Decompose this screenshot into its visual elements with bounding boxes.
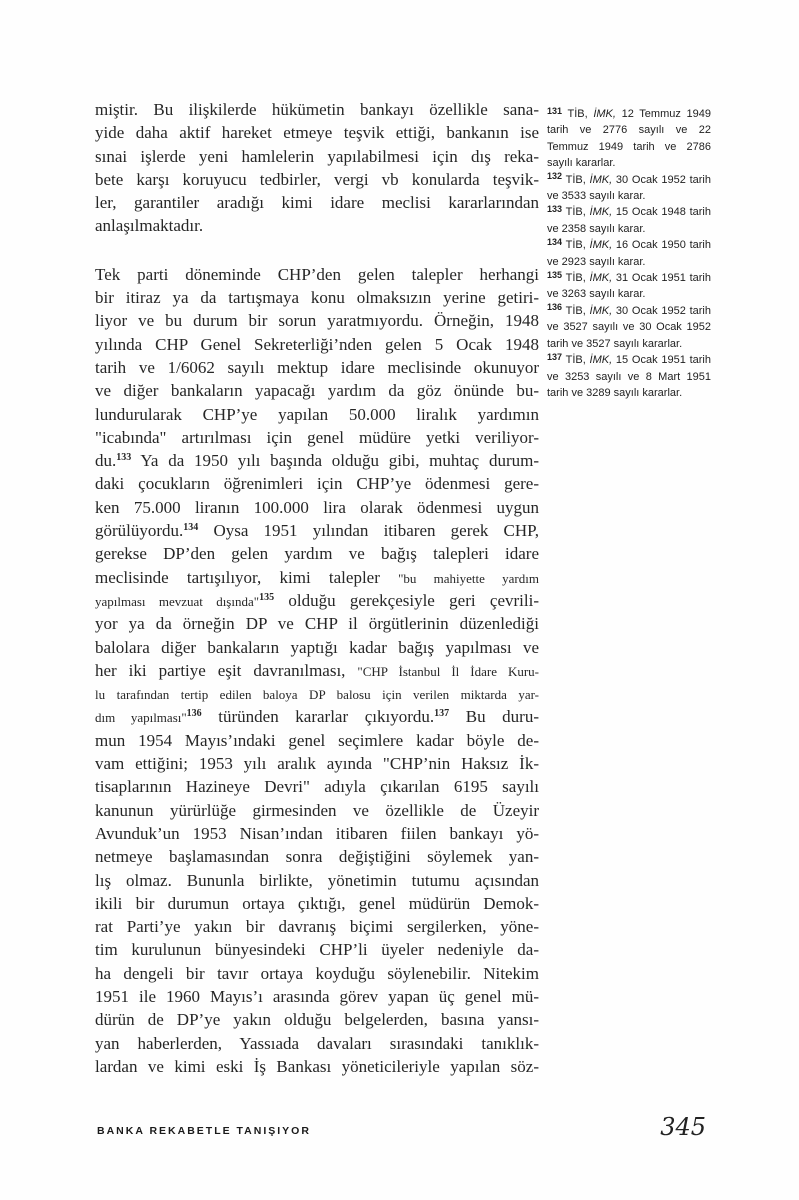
text-line xyxy=(95,449,539,472)
footnote xyxy=(547,303,711,352)
margin-notes xyxy=(547,106,711,401)
paragraph xyxy=(95,98,539,238)
footnote xyxy=(547,106,711,172)
body-segment: ha dengeli bir tavır ortaya koyduğu söylenebilir. Nitekim xyxy=(95,963,539,983)
body-segment: olduğu gerekçesiyle geri çevrili- xyxy=(274,590,539,610)
body-segment: Tek parti döneminde CHP’den gelen talepler herhangi xyxy=(95,264,539,284)
body-segment: balolara diğer bankaların yaptığı kadar bağış yapılması ve xyxy=(95,637,539,657)
footnote-reference: 137 xyxy=(434,708,450,720)
footnote-detail: 30 Ocak 1952 tarih ve 3533 sayılı karar. xyxy=(547,173,711,203)
inline-quote: lu tarafından tertip edilen baloya DP balosu için verilen miktarda yar- xyxy=(95,687,539,703)
footnote-source: TİB, xyxy=(562,239,590,252)
body-segment: sınai işlerde yeni hamlelerin yapılabilmesi için dış reka- xyxy=(95,146,539,166)
body-segment: vam ettiğini; 1953 yılı aralık ayında "CHP’nin Haksız İk- xyxy=(95,754,539,774)
paragraph xyxy=(95,263,539,1078)
body-segment: Oysa 1951 yılından itibaren gerek CHP, xyxy=(198,521,539,541)
text-line xyxy=(95,519,539,542)
footnote-source: TİB, xyxy=(562,272,590,285)
body-segment: Bu duru- xyxy=(449,707,539,727)
footnote-number: 132 xyxy=(547,171,563,182)
footnote xyxy=(547,204,711,237)
text-line xyxy=(95,775,539,798)
text-line xyxy=(95,145,539,168)
body-segment: lardan ve kimi eski İş Bankası yöneticileriyle yapılan söz- xyxy=(95,1056,539,1076)
text-line xyxy=(95,1032,539,1055)
footnote-detail: 30 Ocak 1952 tarih ve 3527 sayılı ve 30 Ocak 1952 tarih ve 3527 sayılı kararlar. xyxy=(547,304,711,350)
text-line xyxy=(95,729,539,752)
page-number: 345 xyxy=(660,1113,706,1141)
footnote-work-title: İMK, xyxy=(589,206,613,219)
text-line xyxy=(95,892,539,915)
body-segment: yılında CHP Genel Sekreterliği’nden gelen 5 Ocak 1948 xyxy=(95,334,539,354)
text-line xyxy=(95,309,539,332)
text-line xyxy=(95,1055,539,1078)
footnote-number: 134 xyxy=(547,236,563,247)
inline-quote: "bu mahiyette yardım xyxy=(398,570,539,586)
footnote xyxy=(547,352,711,401)
footnote-source: TİB, xyxy=(562,304,590,317)
text-line xyxy=(95,98,539,121)
body-segment: du. xyxy=(95,451,117,471)
body-segment: lundurularak CHP’ye yapılan 50.000 liralık yardımın xyxy=(95,404,539,424)
body-segment: rat Parti’ye yakın bir davranış biçimi sergilerken, yöne- xyxy=(95,917,539,937)
text-line xyxy=(95,286,539,309)
text-line xyxy=(95,799,539,822)
footnote-source: TİB, xyxy=(562,173,590,186)
footnote-detail: 31 Ocak 1951 tarih ve 3263 sayılı karar. xyxy=(547,272,711,301)
text-line xyxy=(95,356,539,379)
body-segment: ve diğer bankaların yapacağı yardım da göz önünde bu- xyxy=(95,381,539,401)
footnote-source: TİB, xyxy=(562,354,590,367)
footnote-detail: 16 Ocak 1950 tarih ve 2923 sayılı karar. xyxy=(547,239,711,268)
body-segment: bir itiraz ya da tartışmaya konu olmaksızın yerine getiri- xyxy=(95,288,539,308)
body-segment: Avunduk’un 1953 Nisan’ından itibaren fiilen bankayı yö- xyxy=(95,823,539,843)
footnote-number: 131 xyxy=(547,105,563,116)
body-segment: anlaşılmaktadır. xyxy=(95,216,204,236)
text-line xyxy=(95,822,539,845)
text-line xyxy=(95,472,539,495)
body-segment: her iki partiye eşit davranılması, xyxy=(95,660,358,680)
inline-quote: yapılması mevzuat dışında" xyxy=(95,593,260,609)
text-line xyxy=(95,589,539,612)
text-line xyxy=(95,869,539,892)
text-line xyxy=(95,682,539,705)
footnote-reference: 134 xyxy=(183,522,199,534)
footnote xyxy=(547,237,711,270)
text-line xyxy=(95,636,539,659)
inline-quote: dım yapılması" xyxy=(95,710,187,726)
footnote xyxy=(547,270,711,303)
body-segment: ikili bir durumun ortaya çıktığı, genel müdürün Demok- xyxy=(95,893,539,913)
body-segment: tarih ve 1/6062 sayılı mektup idare meclisinde okunuyor xyxy=(95,357,539,377)
text-line xyxy=(95,962,539,985)
text-line xyxy=(95,705,539,728)
text-line xyxy=(95,985,539,1008)
footnote-source: TİB, xyxy=(562,108,594,120)
footnote-work-title: İMK, xyxy=(589,354,613,367)
footnote-number: 133 xyxy=(547,203,563,214)
text-line xyxy=(95,403,539,426)
footnote-work-title: İMK, xyxy=(589,304,613,317)
text-line xyxy=(95,379,539,402)
body-segment: türünden kararlar çıkıyordu. xyxy=(201,707,435,727)
footnote-work-title: İMK, xyxy=(593,108,616,120)
text-line xyxy=(95,426,539,449)
footnote-work-title: İMK, xyxy=(589,239,613,252)
body-segment: lış olmaz. Bununla birlikte, yönetimin tutumu açısından xyxy=(95,870,539,890)
body-segment: netmeye başlamasından sonra değiştiğini söylemek yan- xyxy=(95,847,539,867)
body-segment: "icabında" artırılması için genel müdüre yetki veriliyor- xyxy=(95,427,539,447)
text-line xyxy=(95,1008,539,1031)
body-segment: yan haberlerden, Yassıada davaları sırasındaki tanıklık- xyxy=(95,1033,539,1053)
footnote-work-title: İMK, xyxy=(589,173,613,186)
text-line xyxy=(95,752,539,775)
body-segment: görülüyordu. xyxy=(95,521,184,541)
body-segment: gerekse DP’den gelen yardım ve bağış talepleri idare xyxy=(95,544,539,564)
text-line xyxy=(95,263,539,286)
text-line xyxy=(95,915,539,938)
text-line xyxy=(95,845,539,868)
footnote-number: 137 xyxy=(547,351,563,362)
body-segment: ler, garantiler aradığı kimi idare meclisi kararlarından xyxy=(95,193,539,213)
body-segment: dürün de DP’ye yakın olduğu belgelerden, basına yansı- xyxy=(95,1010,539,1030)
footnote xyxy=(547,172,711,205)
text-line xyxy=(95,191,539,214)
body-segment: meclisinde tartışılıyor, kimi talepler xyxy=(95,567,399,587)
footnote-detail: 12 Temmuz 1949 tarih ve 2776 sayılı ve 22 Temmuz 1949 tarih ve 2786 sayılı kararlar. xyxy=(547,108,711,170)
text-line xyxy=(95,542,539,565)
footnote-source: TİB, xyxy=(562,206,590,219)
text-line xyxy=(95,121,539,144)
body-segment: ken 75.000 liranın 100.000 lira olarak ödenmesi uygun xyxy=(95,497,539,517)
text-line xyxy=(95,496,539,519)
running-title: BANKA REKABETLE TANIŞIYOR xyxy=(97,1125,311,1137)
body-segment: liyor ve bu durum bir sorun yaratmıyordu. Örneğin, 1948 xyxy=(95,311,539,331)
body-text xyxy=(95,98,539,1078)
body-segment: daki çocukların öğrenimleri için CHP’ye ödenmesi gere- xyxy=(95,474,539,494)
body-segment: miştir. Bu ilişkilerde hükümetin bankayı özellikle sana- xyxy=(95,100,539,119)
footnote-detail: 15 Ocak 1951 tarih ve 3253 sayılı ve 8 Mart 1951 tarih ve 3289 sayılı kararlar. xyxy=(547,354,711,399)
body-segment: tim kurulunun bünyesindeki CHP’li üyeler nedeniyle da- xyxy=(95,940,539,960)
footnote-number: 135 xyxy=(547,269,563,280)
text-line xyxy=(95,168,539,191)
inline-quote: "CHP İstanbul İl İdare Kuru- xyxy=(357,663,539,679)
body-segment: Ya da 1950 yılı başında olduğu gibi, muhtaç durum- xyxy=(131,451,539,471)
footnote-work-title: İMK, xyxy=(589,272,613,285)
text-line xyxy=(95,333,539,356)
footnote-reference: 133 xyxy=(116,452,132,464)
footnote-reference: 135 xyxy=(259,591,275,603)
body-segment: 1951 ile 1960 Mayıs’ı arasında görev yapan üç genel mü- xyxy=(95,986,539,1006)
text-line xyxy=(95,566,539,589)
body-segment: bete karşı koruyucu tedbirler, vergi vb konularda teşvik- xyxy=(95,169,539,189)
body-segment: tisaplarının Hazineye Devri" adıyla çıkarılan 6195 sayılı xyxy=(95,777,539,797)
body-segment: yide daha aktif hareket etmeye teşvik ettiği, bankanın ise xyxy=(95,123,539,143)
body-segment: mun 1954 Mayıs’ındaki genel seçimlere kadar böyle de- xyxy=(95,730,539,750)
text-line xyxy=(95,612,539,635)
body-segment: kanunun yürürlüğe girmesinden ve özellikle de Üzeyir xyxy=(95,800,539,820)
footnote-number: 136 xyxy=(547,302,563,313)
text-line xyxy=(95,938,539,961)
text-line xyxy=(95,659,539,682)
text-line xyxy=(95,214,539,237)
footnote-detail: 15 Ocak 1948 tarih ve 2358 sayılı karar. xyxy=(547,206,711,235)
footnote-reference: 136 xyxy=(186,708,202,720)
body-segment: yor ya da örneğin DP ve CHP il örgütlerinin düzenlediği xyxy=(95,614,539,634)
